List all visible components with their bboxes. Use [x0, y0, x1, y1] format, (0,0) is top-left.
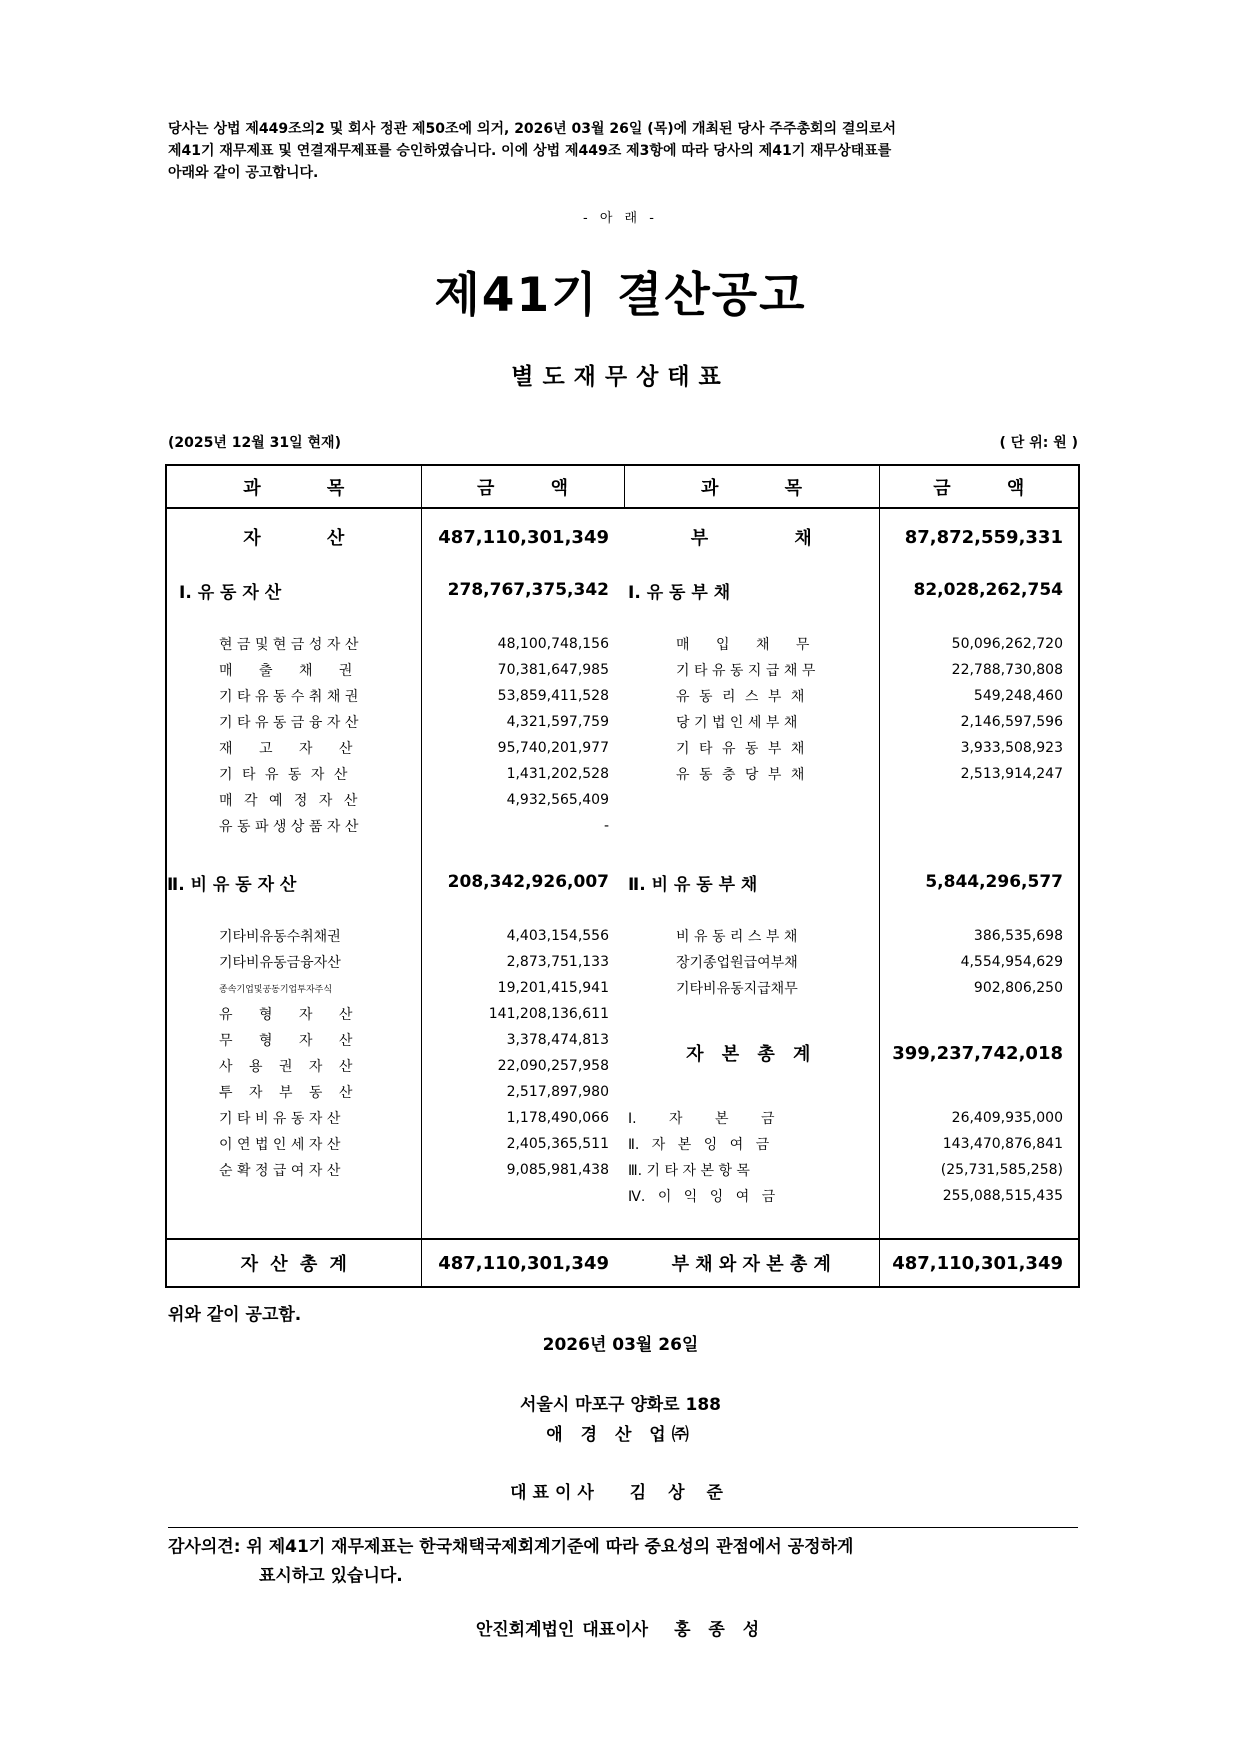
item-value: 9,085,981,438 — [421, 1157, 624, 1183]
announcement-date: 2026년 03월 26일 — [542, 1335, 699, 1355]
totals-row — [166, 1239, 1079, 1287]
header-amount: 금 액 — [421, 465, 624, 508]
noncurrent-liabilities-label: Ⅱ. 비 유 동 부 채 — [628, 874, 758, 895]
table-row — [166, 735, 1079, 761]
item-value: 70,381,647,985 — [421, 657, 624, 683]
item-label: 매 출 채 권 — [219, 663, 353, 679]
item-value: 53,859,411,528 — [421, 683, 624, 709]
item-value: 143,470,876,841 — [879, 1131, 1079, 1157]
intro-line: 제41기 재무제표 및 연결재무제표를 승인하였습니다. 이에 상법 제449조 제3항에 따라 당사의 제41기 재무상태표를 — [168, 143, 892, 159]
ceo-name: 김 상 준 — [629, 1483, 731, 1503]
item-value: 4,554,954,629 — [879, 949, 1079, 975]
auditor-name: 홍 종 성 — [674, 1620, 766, 1640]
noncurrent-assets-value: 208,342,926,007 — [421, 857, 624, 907]
as-of-date: (2025년 12월 31일 현재) — [168, 435, 341, 451]
balance-sheet-table — [165, 464, 1080, 1288]
item-label: 유 형 자 산 — [219, 1007, 353, 1023]
intro-line: 아래와 같이 공고합니다. — [168, 165, 319, 181]
item-value: 902,806,250 — [879, 975, 1079, 1001]
item-label: 유 동 파 생 상 품 자 산 — [219, 819, 359, 835]
total-assets-label: 자 산 총 계 — [166, 1239, 421, 1287]
table-row — [166, 975, 1079, 1001]
separator-text: - 아 래 - — [583, 211, 658, 226]
liabilities-value: 87,872,559,331 — [879, 508, 1079, 565]
item-label: 재 고 자 산 — [219, 741, 353, 757]
noncurrent-assets-label: Ⅱ. 비 유 동 자 산 — [167, 874, 297, 895]
company-address: 서울시 마포구 양화로 188 — [519, 1395, 722, 1415]
current-liabilities-value: 82,028,262,754 — [879, 565, 1079, 615]
item-value: 22,090,257,958 — [421, 1053, 624, 1079]
intro-line: 당사는 상법 제449조의2 및 회사 정관 제50조에 의거, 2026년 03월 26일 (목)에 개최된 당사 주주총회의 결의로서 — [168, 121, 896, 137]
current-liabilities-label: Ⅰ. 유 동 부 채 — [628, 582, 731, 603]
item-label: 유 동 충 당 부 채 — [676, 767, 805, 783]
table-row — [166, 565, 1079, 615]
item-value: 26,409,935,000 — [879, 1105, 1079, 1131]
ceo-signature — [0, 1478, 1241, 1503]
item-label: 유 동 리 스 부 채 — [676, 689, 805, 705]
item-value: 1,431,202,528 — [421, 761, 624, 787]
unit-label: ( 단 위: 원 ) — [999, 435, 1078, 451]
item-value: 48,100,748,156 — [421, 631, 624, 657]
table-row — [166, 709, 1079, 735]
table-row — [166, 1131, 1079, 1157]
item-value: 2,517,897,980 — [421, 1079, 624, 1105]
total-liabilities-equity-value: 487,110,301,349 — [879, 1239, 1079, 1287]
item-value: 3,933,508,923 — [879, 735, 1079, 761]
audit-firm: 안진회계법인 — [475, 1620, 575, 1640]
table-row — [166, 1027, 1079, 1053]
item-label: Ⅱ. 자 본 잉 여 금 — [628, 1137, 770, 1153]
table-row — [166, 631, 1079, 657]
item-label: 기타비유동금융자산 — [219, 955, 341, 971]
assets-label: 자 산 — [243, 528, 345, 549]
table-row — [166, 657, 1079, 683]
table-row — [166, 1079, 1079, 1105]
item-value: 2,513,914,247 — [879, 761, 1079, 787]
table-row — [166, 1157, 1079, 1183]
auditor-signature — [0, 1615, 1241, 1640]
audit-opinion-line: 감사의견: 위 제41기 재무제표는 한국채택국제회계기준에 따라 중요성의 관점에서 공정하게 — [168, 1537, 854, 1557]
item-label: 무 형 자 산 — [219, 1033, 353, 1049]
table-row — [166, 923, 1079, 949]
item-value: 4,321,597,759 — [421, 709, 624, 735]
item-value: 95,740,201,977 — [421, 735, 624, 761]
table-row — [166, 949, 1079, 975]
item-value: 386,535,698 — [879, 923, 1079, 949]
item-value: 255,088,515,435 — [879, 1183, 1079, 1209]
item-label: Ⅰ. 자 본 금 — [628, 1111, 775, 1127]
liabilities-label: 부 채 — [690, 528, 812, 549]
table-row — [166, 813, 1079, 839]
table-row — [166, 857, 1079, 907]
table-row — [166, 1105, 1079, 1131]
item-value: 19,201,415,941 — [421, 975, 624, 1001]
item-value: 2,873,751,133 — [421, 949, 624, 975]
company-name: 애 경 산 업㈜ — [546, 1425, 695, 1445]
item-label: 매 각 예 정 자 산 — [219, 793, 358, 809]
statement-title: 별도재무상태표 — [511, 364, 730, 390]
noncurrent-liabilities-value: 5,844,296,577 — [879, 857, 1079, 907]
item-label: 사 용 권 자 산 — [219, 1059, 353, 1075]
ceo-title: 대표이사 — [510, 1483, 600, 1503]
item-label: 매 입 채 무 — [676, 637, 810, 653]
item-label: 기 타 유 동 금 융 자 산 — [219, 715, 359, 731]
item-label: 투 자 부 동 산 — [219, 1085, 353, 1101]
equity-value: 399,237,742,018 — [879, 1027, 1079, 1079]
item-label: 기 타 유 동 지 급 채 무 — [676, 663, 816, 679]
table-row — [166, 761, 1079, 787]
item-label: 기타비유동수취채권 — [219, 929, 341, 945]
total-liabilities-equity-label: 부 채 와 자 본 총 계 — [624, 1239, 879, 1287]
intro-paragraph — [168, 118, 1068, 184]
item-value: 50,096,262,720 — [879, 631, 1079, 657]
item-label: Ⅲ. 기 타 자 본 항 목 — [628, 1163, 750, 1179]
item-label: Ⅳ. 이 익 잉 여 금 — [628, 1189, 776, 1205]
item-label: 이 연 법 인 세 자 산 — [219, 1137, 341, 1153]
item-value: 2,405,365,511 — [421, 1131, 624, 1157]
audit-opinion-line: 표시하고 있습니다. — [259, 1566, 403, 1586]
assets-value: 487,110,301,349 — [421, 508, 624, 565]
item-value: 4,403,154,556 — [421, 923, 624, 949]
current-assets-value: 278,767,375,342 — [421, 565, 624, 615]
item-value: 549,248,460 — [879, 683, 1079, 709]
table-row — [166, 508, 1079, 565]
table-header-row — [166, 465, 1079, 508]
page-title: 제41기 결산공고 — [434, 268, 807, 323]
item-value: - — [421, 813, 624, 839]
table-row — [166, 1001, 1079, 1027]
item-value: (25,731,585,258) — [879, 1157, 1079, 1183]
item-label: 기 타 유 동 부 채 — [676, 741, 805, 757]
item-label: 기 타 유 동 수 취 채 권 — [219, 689, 359, 705]
divider — [168, 1527, 1078, 1528]
item-value: 1,178,490,066 — [421, 1105, 624, 1131]
header-amount: 금 액 — [879, 465, 1079, 508]
auditor-title: 대표이사 — [582, 1620, 649, 1640]
item-label: 순 확 정 급 여 자 산 — [219, 1163, 341, 1179]
item-value: 2,146,597,596 — [879, 709, 1079, 735]
item-value: 22,788,730,808 — [879, 657, 1079, 683]
item-label: 기타비유동지급채무 — [676, 981, 798, 997]
item-value: 4,932,565,409 — [421, 787, 624, 813]
current-assets-label: Ⅰ. 유 동 자 산 — [179, 582, 282, 603]
header-account: 과 목 — [624, 465, 879, 508]
item-label: 기 타 유 동 자 산 — [219, 767, 348, 783]
header-account: 과 목 — [166, 465, 421, 508]
table-row — [166, 683, 1079, 709]
item-value: 3,378,474,813 — [421, 1027, 624, 1053]
item-label: 비 유 동 리 스 부 채 — [676, 929, 798, 945]
item-label: 장기종업원급여부채 — [676, 955, 798, 971]
item-label: 종속기업및공동기업투자주식 — [219, 984, 333, 995]
item-label: 당 기 법 인 세 부 채 — [676, 715, 798, 731]
table-row — [166, 787, 1079, 813]
equity-label: 자 본 총 계 — [686, 1044, 817, 1065]
item-label: 기 타 비 유 동 자 산 — [219, 1111, 341, 1127]
table-row — [166, 1183, 1079, 1209]
item-label: 현 금 및 현 금 성 자 산 — [219, 637, 359, 653]
closing-statement: 위와 같이 공고함. — [168, 1305, 302, 1325]
item-value: 141,208,136,611 — [421, 1001, 624, 1027]
total-assets-value: 487,110,301,349 — [421, 1239, 624, 1287]
